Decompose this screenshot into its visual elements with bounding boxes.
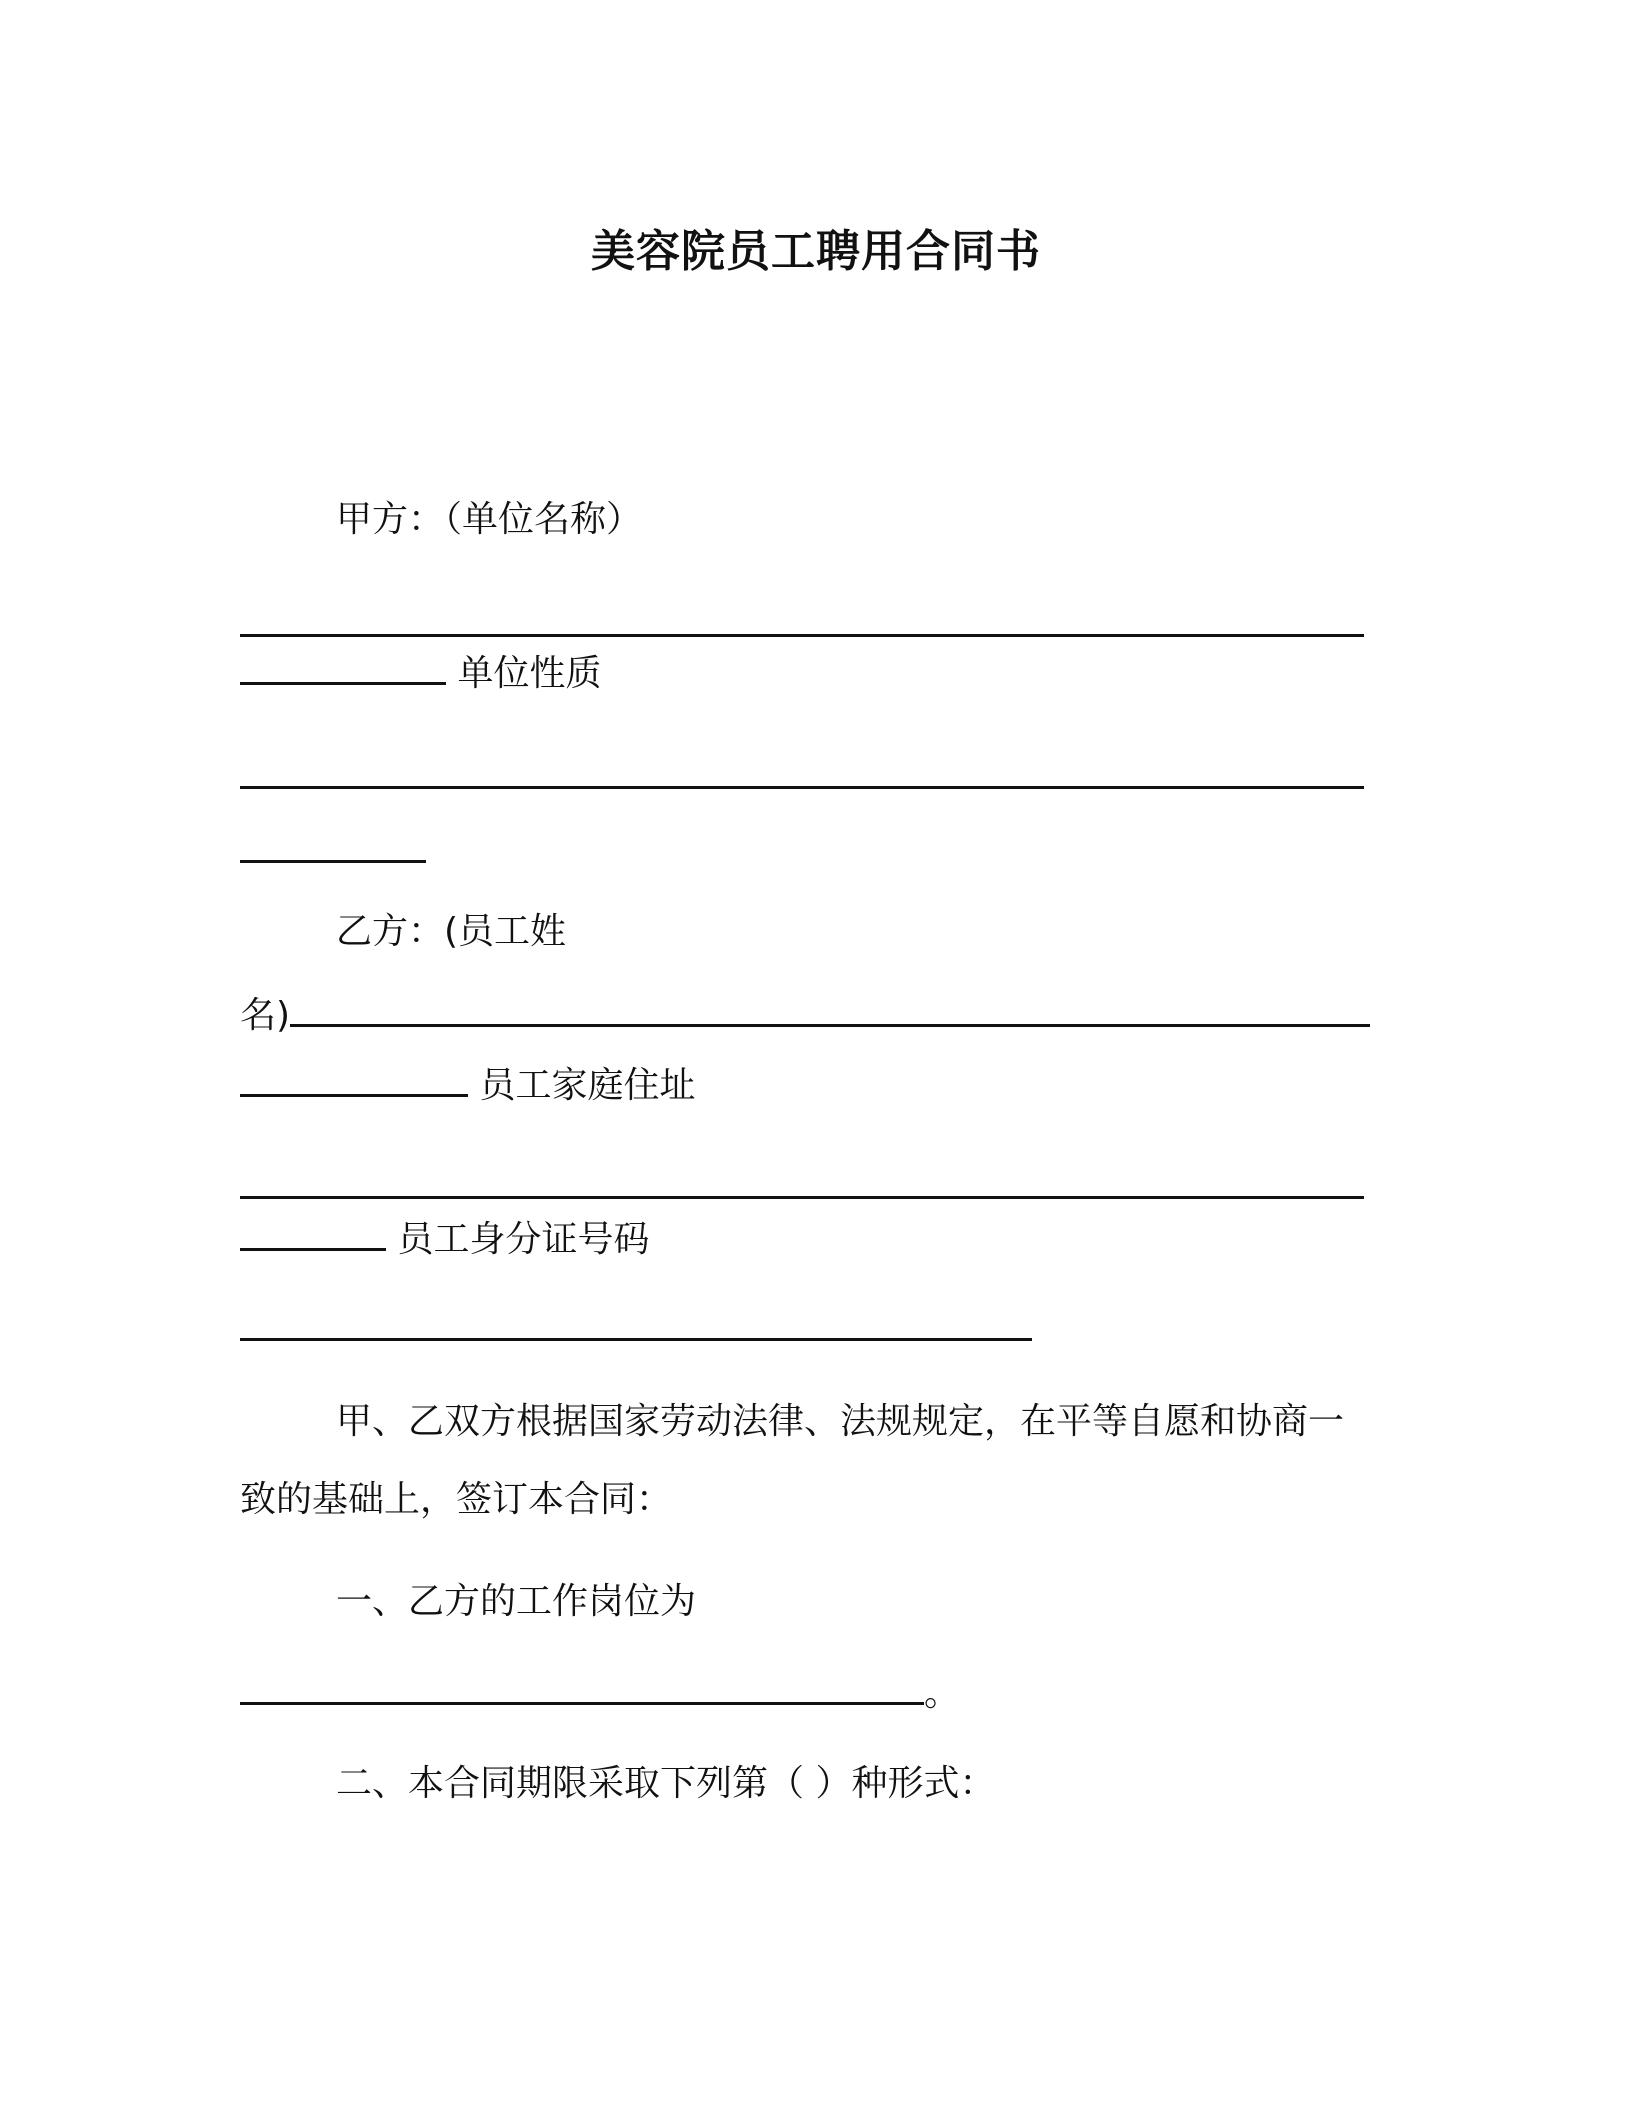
id-number-label: 员工身分证号码 [397, 1219, 650, 1260]
party-b-label-cont: 名) [240, 995, 291, 1036]
fill-blank [240, 650, 446, 685]
party-b-label: 乙方：(员工姓 [336, 911, 567, 952]
document-title: 美容院员工聘用合同书 [591, 226, 1041, 277]
clause-1: 一、乙方的工作岗位为 [336, 1581, 697, 1622]
home-address-blank [240, 1162, 1364, 1214]
fill-blank [240, 828, 426, 863]
intro-paragraph-line2: 致的基础上，签订本合同： [240, 1479, 673, 1520]
fill-blank [290, 992, 1370, 1027]
clause-1-end: 。 [924, 1673, 961, 1714]
fill-blank [240, 1306, 1032, 1341]
fill-blank [240, 754, 1364, 789]
id-number-row [240, 1214, 649, 1266]
clause-1-blank-row [240, 1668, 960, 1720]
home-address-row [240, 1060, 695, 1112]
fill-blank [240, 602, 1364, 637]
clause-2: 二、本合同期限采取下列第（ ）种形式： [336, 1763, 996, 1804]
fill-blank [240, 1670, 924, 1705]
id-number-blank [240, 1304, 1032, 1356]
party-a-label: 甲方：（单位名称） [336, 499, 643, 540]
intro-paragraph-line1: 甲、乙双方根据国家劳动法律、法规规定，在平等自愿和协商一 [336, 1401, 1345, 1442]
unit-nature-blank-cont [240, 826, 426, 878]
party-a-name-blank [240, 600, 1364, 652]
home-address-label: 员工家庭住址 [479, 1065, 696, 1106]
fill-blank [240, 1062, 468, 1097]
fill-blank [240, 1164, 1364, 1199]
unit-nature-row [240, 648, 601, 700]
unit-nature-label: 单位性质 [457, 653, 602, 694]
party-b-name-row [240, 990, 1370, 1042]
unit-nature-blank [240, 752, 1364, 804]
fill-blank [240, 1216, 386, 1251]
